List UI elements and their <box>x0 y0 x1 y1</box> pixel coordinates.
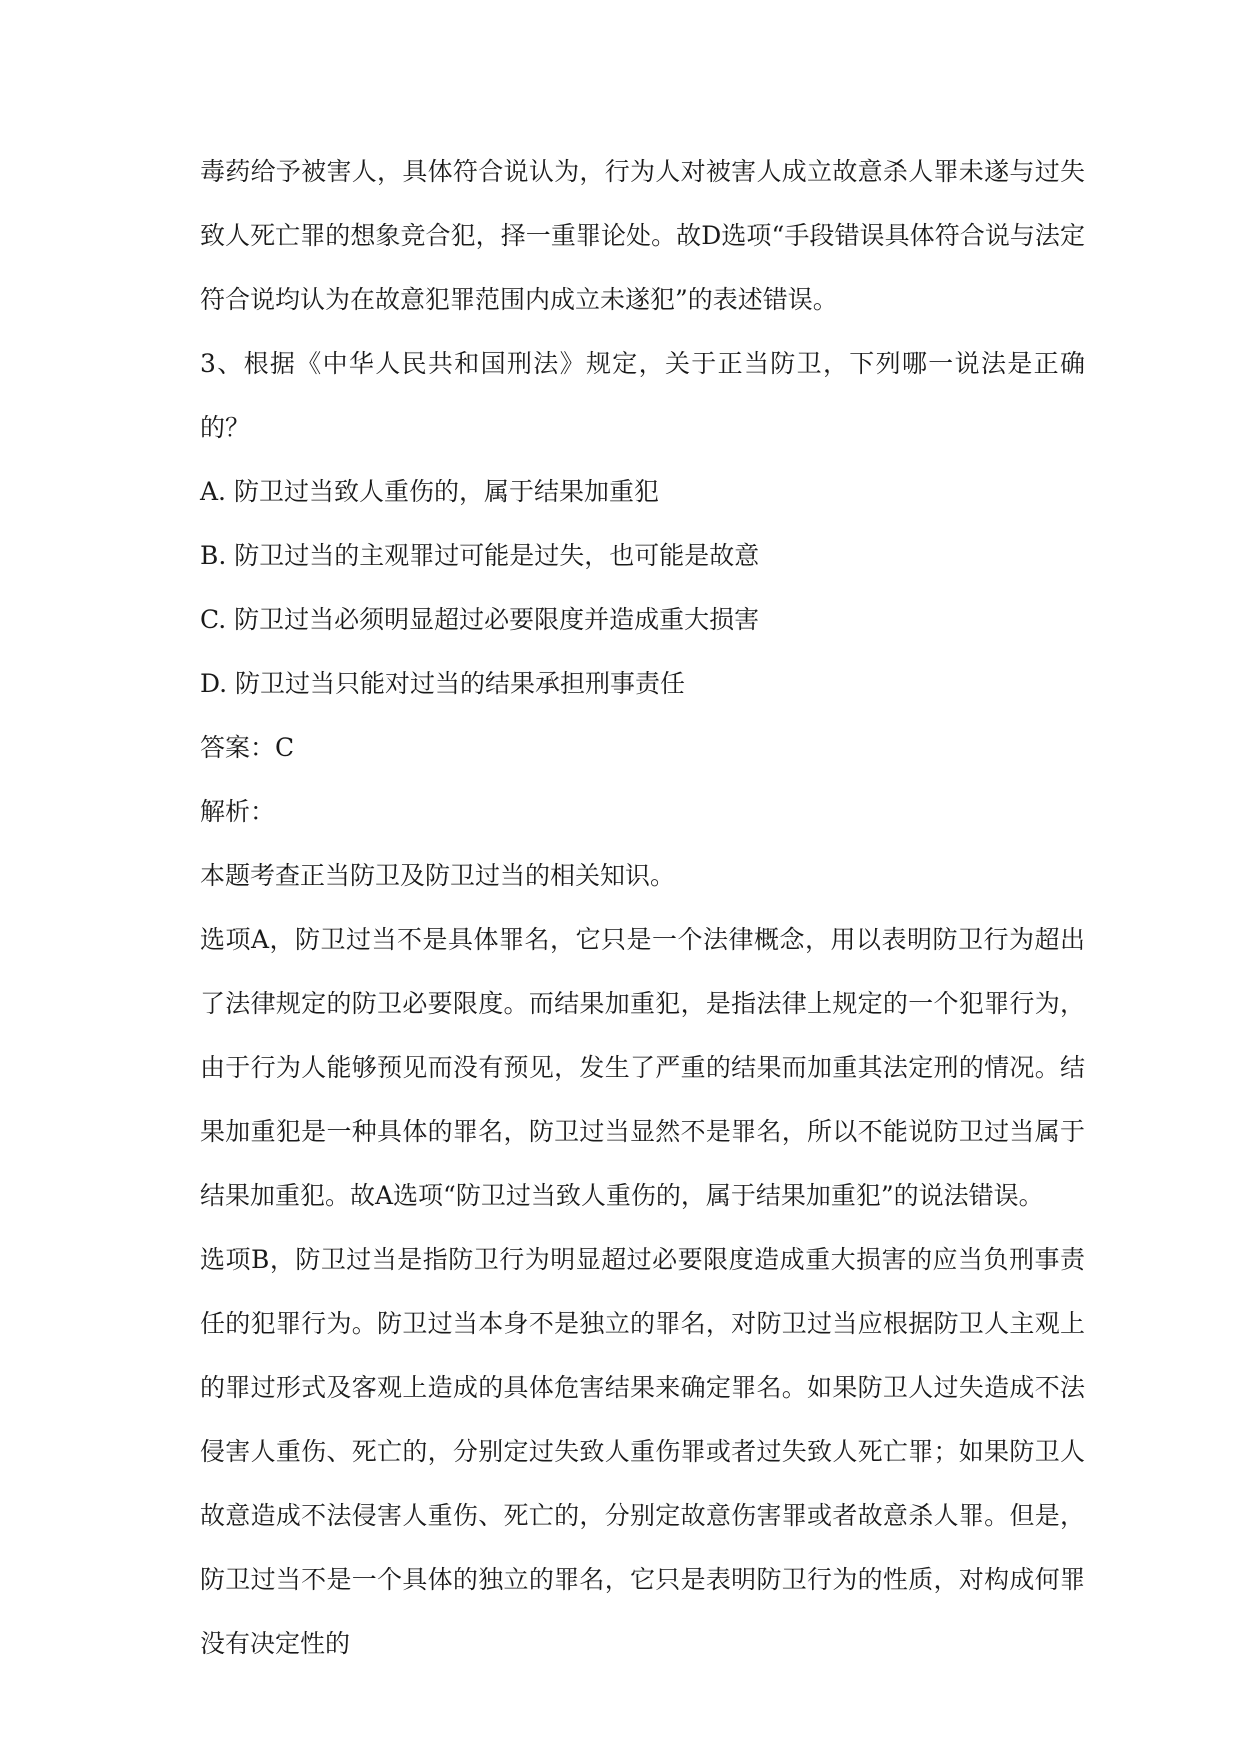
analysis-label: 解析： <box>200 797 276 826</box>
option-c: C. 防卫过当必须明显超过必要限度并造成重大损害 <box>200 605 760 634</box>
analysis-option-a: 选项A，防卫过当不是具体罪名，它只是一个法律概念，用以表明防卫行为超出了法律规定的防卫必要限度。而结果加重犯，是指法律上规定的一个犯罪行为，由于行为人能够预见而没有预见，发生了严重的结果而加重其法定刑的情况。结果加重犯是一种具体的罪名，防卫过当显然不是罪名，所以不能说防卫过当属于结果加重犯。故A选项“防卫过当致人重伤的，属于结果加重犯”的说法错误。 <box>200 925 1085 1210</box>
option-b: B. 防卫过当的主观罪过可能是过失，也可能是故意 <box>200 541 760 570</box>
continuation-paragraph: 毒药给予被害人，具体符合说认为，行为人对被害人成立故意杀人罪未遂与过失致人死亡罪的想象竞合犯，择一重罪论处。故D选项“手段错误具体符合说与法定符合说均认为在故意犯罪范围内成立未遂犯”的表述错误。 <box>200 157 1085 314</box>
question-text: 3、根据《中华人民共和国刑法》规定，关于正当防卫，下列哪一说法是正确的？ <box>200 349 1085 442</box>
answer-text: 答案：C <box>200 733 295 762</box>
option-a: A. 防卫过当致人重伤的，属于结果加重犯 <box>200 477 659 506</box>
analysis-option-b: 选项B，防卫过当是指防卫行为明显超过必要限度造成重大损害的应当负刑事责任的犯罪行为。防卫过当本身不是独立的罪名，对防卫过当应根据防卫人主观上的罪过形式及客观上造成的具体危害结果来确定罪名。如果防卫人过失造成不法侵害人重伤、死亡的，分别定过失致人重伤罪或者过失致人死亡罪；如果防卫人故意造成不法侵害人重伤、死亡的，分别定故意伤害罪或者故意杀人罪。但是，防卫过当不是一个具体的独立的罪名，它只是表明防卫行为的性质，对构成何罪没有决定性的 <box>200 1245 1085 1658</box>
document-page <box>200 140 1085 1676</box>
analysis-intro: 本题考查正当防卫及防卫过当的相关知识。 <box>200 861 676 890</box>
option-d: D. 防卫过当只能对过当的结果承担刑事责任 <box>200 669 686 698</box>
